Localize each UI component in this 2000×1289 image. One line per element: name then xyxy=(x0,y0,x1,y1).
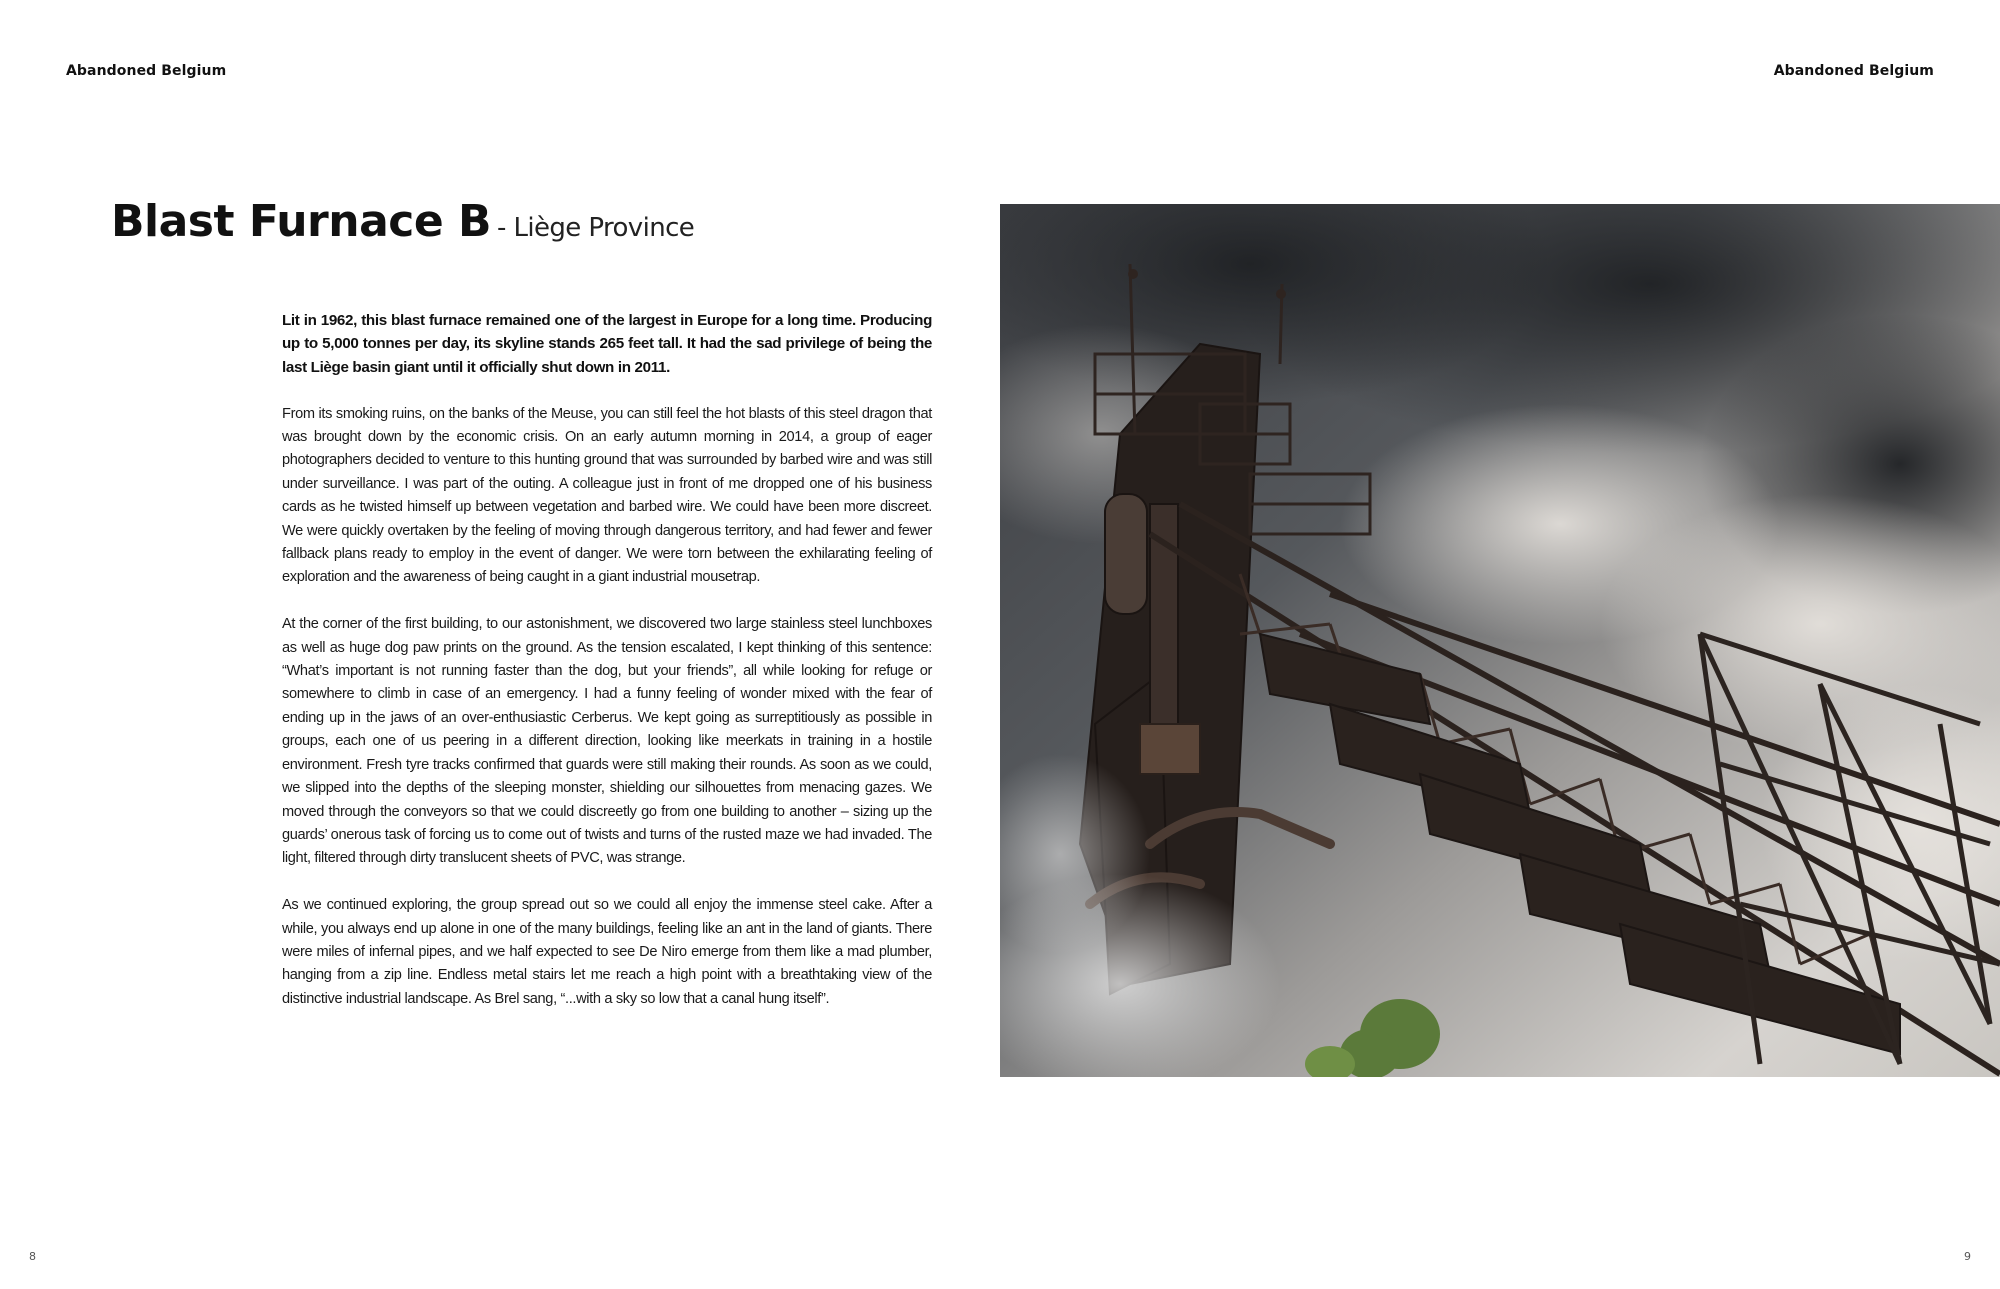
blast-furnace-illustration xyxy=(1000,204,2000,1077)
article-heading xyxy=(111,196,694,247)
body-paragraph-2: At the corner of the first building, to our astonishment, we discovered two large stainless steel lunchboxes as well as huge dog paw prints on the ground. As the tension escalated, I kept thinking of this sentence: “What’s important is not running faster than the dog, but your friends”, all while looking for refuge or somewhere to climb in case of an emergency. I had a funny feeling of wonder mixed with the fear of ending up in the jaws of an over-enthusiastic Cerberus. We kept going as surreptitiously as possible in groups, each one of us peering in a different direction, looking like meerkats in training in a hostile environment. Fresh tyre tracks confirmed that guards were still making their rounds. As soon as we could, we slipped into the depths of the sleeping monster, shielding our silhouettes from menacing gazes. We moved through the conveyors so that we could discreetly go from one building to another – sizing up the guards’ onerous task of forcing us to come out of twists and turns of the rusted maze we had invaded. The light, filtered through dirty translucent sheets of PVC, was strange. xyxy=(282,616,932,867)
body-paragraph-1: From its smoking ruins, on the banks of the Meuse, you can still feel the hot blasts of this steel dragon that was brought down by the economic crisis. On an early autumn morning in 2014, a group of eager photographers decided to venture to this hunting ground that was surrounded by barbed wire and was still under surveillance. I was part of the outing. A colleague just in front of me dropped one of his business cards as he twisted himself up between vegetation and barbed wire. We could have been more discreet. We were quickly overtaken by the feeling of moving through dangerous territory, and had fewer and fewer fallback plans ready to employ in the event of danger. We were torn between the exhilarating feeling of exploration and the awareness of being caught in a giant industrial mousetrap. xyxy=(282,405,932,586)
running-head-left: Abandoned Belgium xyxy=(66,63,227,79)
page-number-right: 9 xyxy=(1964,1250,1971,1263)
body-paragraph-3: As we continued exploring, the group spread out so we could all enjoy the immense steel cake. After a while, you always end up alone in one of the many buildings, feeling like an ant in the land of giants. There were miles of infernal pipes, and we half expected to see De Niro emerge from them like a mad plumber, hanging from a zip line. Endless metal stairs let me reach a high point with a breathtaking view of the distinctive industrial landscape. As Brel sang, “...with a sky so low that a canal hung itself”. xyxy=(282,897,932,1007)
blast-furnace-photo xyxy=(1000,204,2000,1077)
article-body xyxy=(282,309,932,1035)
running-head-right: Abandoned Belgium xyxy=(1773,63,1934,79)
article-subtitle: - Liège Province xyxy=(497,213,695,243)
lead-paragraph: Lit in 1962, this blast furnace remained one of the largest in Europe for a long time. Producing up to 5,000 tonnes per day, its skyline stands 265 feet tall. It had the sad privilege of being the last Liège basin giant until it officially shut down in 2011. xyxy=(282,312,932,376)
article-title: Blast Furnace B xyxy=(111,196,492,247)
page-number-left: 8 xyxy=(29,1250,36,1263)
